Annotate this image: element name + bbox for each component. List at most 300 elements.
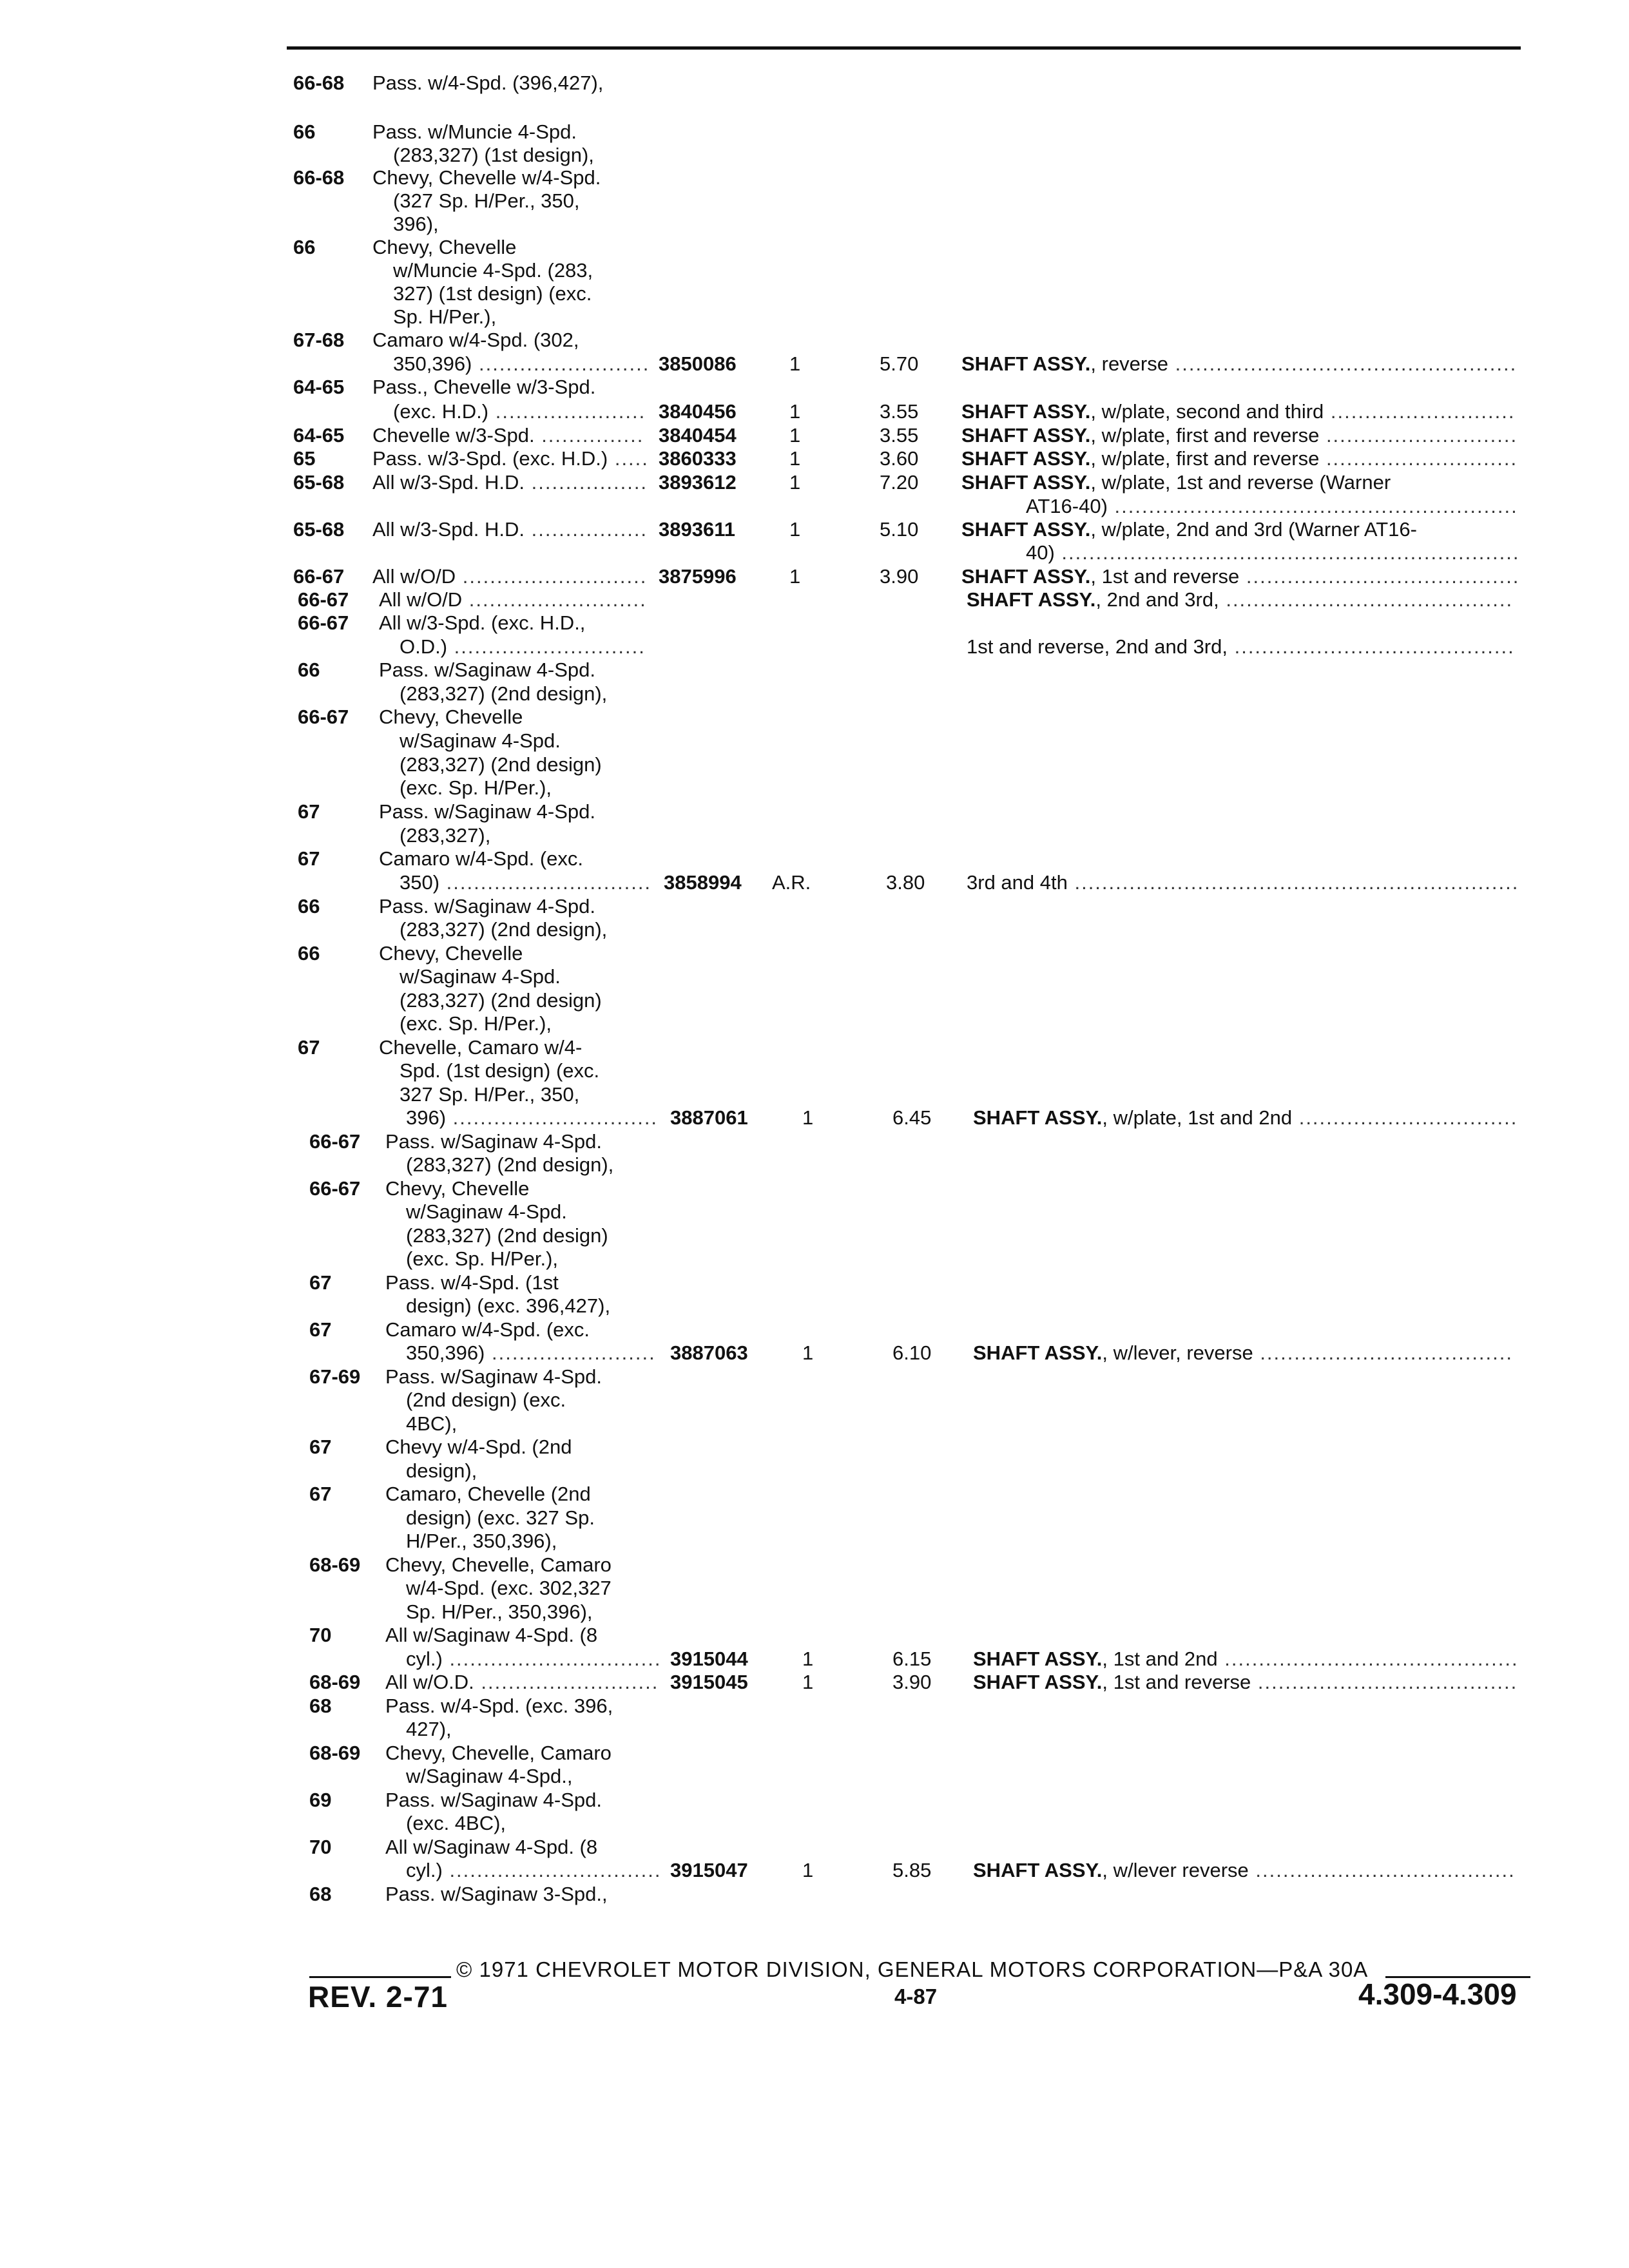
application-label: Spd. (1st design) (exc. bbox=[400, 1059, 600, 1082]
application-text bbox=[406, 1388, 566, 1412]
application-text bbox=[406, 1459, 477, 1483]
application-text bbox=[385, 1788, 602, 1812]
application-text bbox=[385, 1670, 659, 1694]
part-detail: 40) bbox=[1026, 541, 1055, 564]
application-label: 427), bbox=[406, 1718, 452, 1740]
part-detail: 3rd and 4th bbox=[967, 871, 1068, 894]
application-text bbox=[400, 965, 561, 988]
year-range: 67-69 bbox=[309, 1365, 361, 1388]
application-label: (exc. H.D.) bbox=[393, 400, 489, 423]
application-label: All w/3-Spd. (exc. H.D., bbox=[379, 611, 586, 634]
application-label: w/4-Spd. (exc. 302,327 bbox=[406, 1577, 612, 1599]
application-label: Chevy, Chevelle w/4-Spd. bbox=[372, 166, 601, 189]
part-detail: AT16-40) bbox=[1026, 495, 1108, 517]
price: 5.70 bbox=[880, 352, 919, 375]
application-text bbox=[406, 1529, 557, 1553]
part-name: SHAFT ASSY. bbox=[961, 565, 1091, 588]
application-text bbox=[372, 235, 516, 259]
application-label: w/Saginaw 4-Spd. bbox=[400, 965, 561, 988]
application-text bbox=[372, 166, 601, 189]
application-label: 396), bbox=[393, 213, 439, 235]
application-label: Chevy, Chevelle bbox=[379, 706, 523, 728]
part-detail: , 1st and reverse bbox=[1102, 1671, 1251, 1693]
application-text bbox=[400, 1059, 599, 1082]
dot-leader: ................................................................. bbox=[1067, 871, 1519, 894]
part-name: SHAFT ASSY. bbox=[961, 471, 1091, 494]
application-label: Sp. H/Per., 350,396), bbox=[406, 1600, 593, 1623]
application-label: (283,327) (2nd design), bbox=[400, 682, 608, 705]
application-text bbox=[372, 447, 649, 470]
year-range: 68-69 bbox=[309, 1671, 361, 1693]
part-name: SHAFT ASSY. bbox=[967, 588, 1096, 611]
application-label: (283,327) (1st design), bbox=[393, 144, 594, 166]
part-description bbox=[973, 1341, 1513, 1365]
application-text bbox=[372, 375, 595, 399]
price: 6.15 bbox=[892, 1648, 932, 1670]
quantity: 1 bbox=[789, 424, 801, 447]
part-number: 3915044 bbox=[670, 1648, 748, 1670]
price: 3.90 bbox=[880, 565, 919, 588]
part-number: 3893612 bbox=[659, 471, 737, 494]
application-text bbox=[379, 847, 583, 870]
application-label: Chevy, Chevelle, Camaro bbox=[385, 1742, 612, 1764]
dot-leader: ..................................... bbox=[1253, 1341, 1513, 1364]
application-text bbox=[379, 894, 595, 918]
application-text bbox=[400, 753, 602, 776]
application-label: cyl.) bbox=[406, 1648, 443, 1670]
application-text bbox=[406, 1341, 656, 1365]
application-text bbox=[393, 282, 592, 305]
dot-leader: ........................................ bbox=[1239, 565, 1520, 588]
part-number: 3893611 bbox=[659, 518, 735, 541]
application-label: 327) (1st design) (exc. bbox=[393, 282, 592, 305]
application-label: Pass., Chevelle w/3-Spd. bbox=[372, 376, 596, 398]
application-text bbox=[400, 1012, 552, 1035]
application-label: All w/O/D bbox=[372, 565, 456, 588]
year-range: 68 bbox=[309, 1695, 332, 1717]
part-description bbox=[973, 1647, 1519, 1671]
application-text bbox=[379, 658, 595, 682]
part-description bbox=[961, 447, 1518, 470]
year-range: 66-67 bbox=[298, 706, 349, 728]
application-label: All w/O.D. bbox=[385, 1671, 474, 1693]
application-text bbox=[406, 1247, 558, 1271]
quantity: 1 bbox=[789, 400, 801, 423]
price: 3.80 bbox=[886, 871, 925, 894]
application-label: (283,327) (2nd design) bbox=[406, 1224, 608, 1247]
application-text bbox=[393, 352, 650, 376]
price: 5.85 bbox=[892, 1859, 932, 1881]
application-text bbox=[372, 71, 603, 95]
application-label: Camaro w/4-Spd. (exc. bbox=[385, 1318, 590, 1341]
dot-leader: ......................... bbox=[472, 352, 650, 375]
dot-leader: ...................................... bbox=[1248, 1859, 1516, 1881]
application-text bbox=[406, 1858, 661, 1882]
part-detail: , w/lever reverse bbox=[1102, 1859, 1249, 1881]
part-name: SHAFT ASSY. bbox=[973, 1859, 1103, 1881]
application-label: Pass. w/Saginaw 4-Spd. bbox=[385, 1130, 602, 1153]
year-range: 67 bbox=[298, 800, 320, 823]
application-label: (283,327) (2nd design) bbox=[400, 753, 602, 776]
application-label: (283,327) (2nd design), bbox=[406, 1153, 614, 1176]
part-name: SHAFT ASSY. bbox=[973, 1106, 1103, 1129]
part-name: SHAFT ASSY. bbox=[961, 447, 1091, 470]
copyright-notice: © 1971 CHEVROLET MOTOR DIVISION, GENERAL MOTORS CORPORATION—P&A 30A bbox=[456, 1957, 1369, 1981]
application-label: Pass. w/Saginaw 4-Spd. bbox=[385, 1365, 602, 1388]
year-range: 66-67 bbox=[293, 565, 345, 588]
application-text bbox=[372, 328, 579, 352]
dot-leader: ............................... bbox=[442, 1859, 662, 1881]
part-number: 3850086 bbox=[659, 352, 737, 375]
application-label: Pass. w/Saginaw 4-Spd. bbox=[385, 1789, 602, 1811]
application-label: 4BC), bbox=[406, 1412, 458, 1435]
dot-leader: .................................................. bbox=[1168, 352, 1518, 375]
part-detail: , w/lever, reverse bbox=[1102, 1341, 1253, 1364]
part-detail: , 2nd and 3rd, bbox=[1095, 588, 1219, 611]
application-label: Pass. w/4-Spd. (396,427), bbox=[372, 72, 604, 94]
price: 7.20 bbox=[880, 471, 919, 494]
application-label: Pass. w/3-Spd. (exc. H.D.) bbox=[372, 447, 608, 470]
application-label: w/Saginaw 4-Spd. bbox=[406, 1200, 567, 1223]
application-label: Chevy, Chevelle bbox=[372, 236, 517, 258]
application-text bbox=[385, 1882, 608, 1906]
part-number: 3840456 bbox=[659, 400, 737, 423]
application-label: (283,327) (2nd design) bbox=[400, 989, 602, 1012]
dot-leader: ...................................... bbox=[1251, 1671, 1518, 1693]
application-text bbox=[406, 1506, 595, 1530]
application-text bbox=[385, 1623, 597, 1647]
year-range: 66-68 bbox=[293, 72, 345, 94]
application-text bbox=[406, 1576, 612, 1600]
application-label: (exc. 4BC), bbox=[406, 1812, 506, 1834]
part-detail: , w/plate, 2nd and 3rd (Warner AT16- bbox=[1090, 518, 1417, 541]
application-text bbox=[379, 611, 585, 635]
dot-leader: ................................................................... bbox=[1054, 541, 1520, 564]
year-range: 70 bbox=[309, 1624, 332, 1646]
application-text bbox=[406, 1153, 613, 1177]
application-text bbox=[400, 823, 490, 847]
section-number: 4.309-4.309 bbox=[1358, 1977, 1517, 2011]
application-text bbox=[393, 305, 496, 329]
part-name: SHAFT ASSY. bbox=[961, 400, 1091, 423]
application-label: Camaro w/4-Spd. (302, bbox=[372, 329, 579, 351]
part-detail: , w/plate, first and reverse bbox=[1090, 447, 1320, 470]
dot-leader: ........................................... bbox=[1217, 1648, 1519, 1670]
application-label: Sp. H/Per.), bbox=[393, 305, 497, 328]
dot-leader: ........................ bbox=[485, 1341, 656, 1364]
year-range: 66-67 bbox=[309, 1177, 361, 1200]
year-range: 65-68 bbox=[293, 471, 345, 494]
application-text bbox=[406, 1412, 457, 1436]
application-label: w/Saginaw 4-Spd. bbox=[400, 729, 561, 752]
application-label: Camaro w/4-Spd. (exc. bbox=[379, 847, 583, 870]
quantity: 1 bbox=[789, 565, 801, 588]
application-label: cyl.) bbox=[406, 1859, 443, 1881]
dot-leader: ................. bbox=[525, 518, 648, 541]
application-text bbox=[406, 1600, 593, 1624]
application-label: (327 Sp. H/Per., 350, bbox=[393, 189, 580, 212]
part-description bbox=[967, 588, 1513, 611]
application-text bbox=[400, 729, 561, 753]
quantity: 1 bbox=[802, 1106, 814, 1129]
year-range: 66 bbox=[293, 120, 316, 143]
quantity: 1 bbox=[802, 1341, 814, 1364]
application-label: design) (exc. 396,427), bbox=[406, 1294, 611, 1317]
application-text bbox=[372, 564, 647, 588]
application-label: Pass. w/Saginaw 4-Spd. bbox=[379, 658, 596, 681]
application-text bbox=[372, 423, 644, 447]
application-text bbox=[385, 1435, 572, 1459]
dot-leader: .......................... bbox=[474, 1671, 659, 1693]
price: 5.10 bbox=[880, 518, 919, 541]
dot-leader: ............................... bbox=[442, 1648, 662, 1670]
quantity: 1 bbox=[802, 1648, 814, 1670]
application-label: design) (exc. 327 Sp. bbox=[406, 1506, 595, 1529]
price: 3.55 bbox=[880, 400, 919, 423]
part-number: 3915047 bbox=[670, 1859, 748, 1881]
part-description bbox=[961, 423, 1518, 447]
application-text bbox=[372, 120, 577, 144]
part-name: SHAFT ASSY. bbox=[961, 518, 1091, 541]
dot-leader: .............................. bbox=[439, 871, 652, 894]
part-description bbox=[967, 870, 1519, 894]
quantity: 1 bbox=[789, 352, 801, 375]
dot-leader: ..... bbox=[608, 447, 649, 470]
part-detail: , w/plate, first and reverse bbox=[1090, 424, 1320, 447]
dot-leader: .............................. bbox=[446, 1106, 659, 1129]
application-text bbox=[393, 189, 580, 213]
quantity: 1 bbox=[802, 1671, 814, 1693]
part-description bbox=[967, 635, 1515, 658]
year-range: 65-68 bbox=[293, 518, 345, 541]
application-label: Chevy, Chevelle, Camaro bbox=[385, 1553, 612, 1576]
application-text bbox=[385, 1271, 559, 1294]
part-description bbox=[1026, 494, 1518, 518]
application-text bbox=[379, 941, 523, 965]
application-text bbox=[406, 1224, 608, 1247]
part-name: SHAFT ASSY. bbox=[973, 1341, 1103, 1364]
application-text bbox=[393, 143, 594, 167]
application-text bbox=[400, 870, 651, 894]
part-number: 3860333 bbox=[659, 447, 737, 470]
year-range: 66 bbox=[298, 942, 320, 965]
part-description bbox=[1026, 541, 1519, 564]
part-number: 3875996 bbox=[659, 565, 737, 588]
application-text bbox=[400, 776, 552, 800]
application-label: Pass. w/Saginaw 4-Spd. bbox=[379, 800, 596, 823]
price: 3.60 bbox=[880, 447, 919, 470]
application-text bbox=[385, 1365, 602, 1389]
application-text bbox=[372, 470, 648, 494]
application-label: (exc. Sp. H/Per.), bbox=[400, 776, 552, 799]
application-text bbox=[406, 1764, 572, 1788]
part-name: SHAFT ASSY. bbox=[973, 1648, 1103, 1670]
application-text bbox=[372, 517, 648, 541]
application-label: (exc. Sp. H/Per.), bbox=[406, 1247, 559, 1270]
application-text bbox=[393, 212, 439, 236]
year-range: 66-67 bbox=[309, 1130, 361, 1153]
revision-label: REV. 2-71 bbox=[308, 1980, 448, 2013]
part-description bbox=[961, 352, 1517, 376]
application-label: 350) bbox=[400, 871, 440, 894]
dot-leader: ................................ bbox=[1292, 1106, 1518, 1129]
application-text bbox=[406, 1106, 658, 1129]
dot-leader: ........................................................... bbox=[1107, 495, 1518, 517]
application-label: Pass. w/Muncie 4-Spd. bbox=[372, 120, 577, 143]
part-number: 3915045 bbox=[670, 1671, 748, 1693]
application-label: All w/Saginaw 4-Spd. (8 bbox=[385, 1624, 598, 1646]
part-description bbox=[973, 1670, 1518, 1694]
dot-leader: ........................... bbox=[1324, 400, 1516, 423]
part-description bbox=[961, 517, 1417, 541]
application-label: 396) bbox=[406, 1106, 447, 1129]
part-name: SHAFT ASSY. bbox=[961, 424, 1091, 447]
application-text bbox=[393, 258, 593, 282]
price: 3.90 bbox=[892, 1671, 932, 1693]
year-range: 66-67 bbox=[298, 588, 349, 611]
part-description bbox=[961, 399, 1515, 423]
application-label: Chevelle w/3-Spd. bbox=[372, 424, 535, 447]
dot-leader: ........................... bbox=[456, 565, 648, 588]
application-label: Camaro, Chevelle (2nd bbox=[385, 1483, 591, 1505]
application-label: Chevy, Chevelle bbox=[385, 1177, 530, 1200]
part-detail: , 1st and reverse bbox=[1090, 565, 1240, 588]
application-label: 350,396) bbox=[393, 352, 472, 375]
application-label: w/Muncie 4-Spd. (283, bbox=[393, 259, 593, 282]
year-range: 67 bbox=[298, 1036, 320, 1059]
year-range: 66 bbox=[298, 658, 320, 681]
application-label: Pass. w/Saginaw 4-Spd. bbox=[379, 895, 596, 918]
year-range: 66-68 bbox=[293, 166, 345, 189]
year-range: 66 bbox=[293, 236, 316, 258]
application-text bbox=[379, 588, 647, 611]
application-text bbox=[379, 800, 595, 823]
application-label: design), bbox=[406, 1459, 477, 1482]
dot-leader: .......................................... bbox=[1219, 588, 1514, 611]
application-text bbox=[385, 1694, 613, 1718]
application-text bbox=[400, 1082, 579, 1106]
year-range: 67-68 bbox=[293, 329, 345, 351]
part-name: SHAFT ASSY. bbox=[973, 1671, 1103, 1693]
year-range: 66-67 bbox=[298, 611, 349, 634]
part-number: 3840454 bbox=[659, 424, 737, 447]
application-label: (exc. Sp. H/Per.), bbox=[400, 1012, 552, 1035]
application-label: All w/Saginaw 4-Spd. (8 bbox=[385, 1836, 598, 1858]
dot-leader: ...................... bbox=[488, 400, 646, 423]
application-text bbox=[406, 1811, 506, 1835]
application-text bbox=[406, 1294, 610, 1318]
application-label: 327 Sp. H/Per., 350, bbox=[400, 1083, 580, 1106]
quantity: A.R. bbox=[772, 871, 811, 894]
application-label: Pass. w/Saginaw 3-Spd., bbox=[385, 1883, 608, 1905]
application-label: H/Per., 350,396), bbox=[406, 1530, 557, 1552]
application-text bbox=[385, 1129, 602, 1153]
application-text bbox=[400, 682, 607, 706]
application-text bbox=[385, 1553, 612, 1577]
dot-leader: ............................ bbox=[1319, 447, 1518, 470]
year-range: 67 bbox=[309, 1436, 332, 1458]
application-label: (283,327) (2nd design), bbox=[400, 918, 608, 941]
part-description bbox=[961, 470, 1391, 494]
application-text bbox=[385, 1482, 591, 1506]
part-detail: , w/plate, 1st and reverse (Warner bbox=[1090, 471, 1391, 494]
year-range: 67 bbox=[309, 1483, 332, 1505]
application-text bbox=[393, 399, 646, 423]
application-label: Chevy, Chevelle bbox=[379, 942, 523, 965]
quantity: 1 bbox=[789, 518, 801, 541]
application-label: Chevelle, Camaro w/4- bbox=[379, 1036, 583, 1059]
application-label: All w/3-Spd. H.D. bbox=[372, 518, 525, 541]
application-text bbox=[385, 1318, 590, 1341]
dot-leader: .......................... bbox=[462, 588, 647, 611]
price: 6.10 bbox=[892, 1341, 932, 1364]
application-label: O.D.) bbox=[400, 635, 448, 658]
year-range: 69 bbox=[309, 1789, 332, 1811]
part-description bbox=[973, 1106, 1518, 1129]
part-description bbox=[973, 1858, 1516, 1882]
year-range: 66 bbox=[298, 895, 320, 918]
dot-leader: ................. bbox=[525, 471, 648, 494]
year-range: 67 bbox=[309, 1271, 332, 1294]
application-label: (2nd design) (exc. bbox=[406, 1389, 566, 1411]
page-number: 4-87 bbox=[894, 1984, 938, 2008]
year-range: 67 bbox=[309, 1318, 332, 1341]
part-detail: 1st and reverse, 2nd and 3rd, bbox=[967, 635, 1228, 658]
part-number: 3887063 bbox=[670, 1341, 748, 1364]
application-text bbox=[406, 1200, 567, 1224]
price: 6.45 bbox=[892, 1106, 932, 1129]
application-text bbox=[400, 988, 602, 1012]
application-label: (283,327), bbox=[400, 824, 491, 847]
year-range: 68-69 bbox=[309, 1553, 361, 1576]
quantity: 1 bbox=[789, 471, 801, 494]
application-label: Pass. w/4-Spd. (exc. 396, bbox=[385, 1695, 613, 1717]
part-name: SHAFT ASSY. bbox=[961, 352, 1091, 375]
application-text bbox=[385, 1835, 597, 1859]
application-label: w/Saginaw 4-Spd., bbox=[406, 1765, 573, 1787]
footer-rule-left bbox=[309, 1976, 451, 1978]
dot-leader: ............... bbox=[534, 424, 644, 447]
dot-leader: ............................ bbox=[1319, 424, 1518, 447]
year-range: 68-69 bbox=[309, 1742, 361, 1764]
application-text bbox=[400, 635, 646, 658]
part-detail: , 1st and 2nd bbox=[1102, 1648, 1218, 1670]
application-label: Pass. w/4-Spd. (1st bbox=[385, 1271, 559, 1294]
year-range: 68 bbox=[309, 1883, 332, 1905]
application-text bbox=[385, 1741, 612, 1765]
application-text bbox=[379, 1035, 582, 1059]
quantity: 1 bbox=[802, 1859, 814, 1881]
year-range: 70 bbox=[309, 1836, 332, 1858]
dot-leader: ......................................... bbox=[1227, 635, 1515, 658]
application-text bbox=[379, 705, 523, 729]
application-label: All w/3-Spd. H.D. bbox=[372, 471, 525, 494]
application-text bbox=[400, 918, 607, 941]
application-label: 350,396) bbox=[406, 1341, 485, 1364]
application-text bbox=[406, 1647, 661, 1671]
part-detail: , w/plate, 1st and 2nd bbox=[1102, 1106, 1293, 1129]
year-range: 67 bbox=[298, 847, 320, 870]
part-number: 3887061 bbox=[670, 1106, 748, 1129]
year-range: 65 bbox=[293, 447, 316, 470]
dot-leader: ............................ bbox=[447, 635, 646, 658]
application-text bbox=[406, 1717, 452, 1741]
part-number: 3858994 bbox=[664, 871, 742, 894]
application-label: Chevy w/4-Spd. (2nd bbox=[385, 1436, 572, 1458]
part-detail: , reverse bbox=[1090, 352, 1168, 375]
year-range: 64-65 bbox=[293, 424, 345, 447]
quantity: 1 bbox=[789, 447, 801, 470]
